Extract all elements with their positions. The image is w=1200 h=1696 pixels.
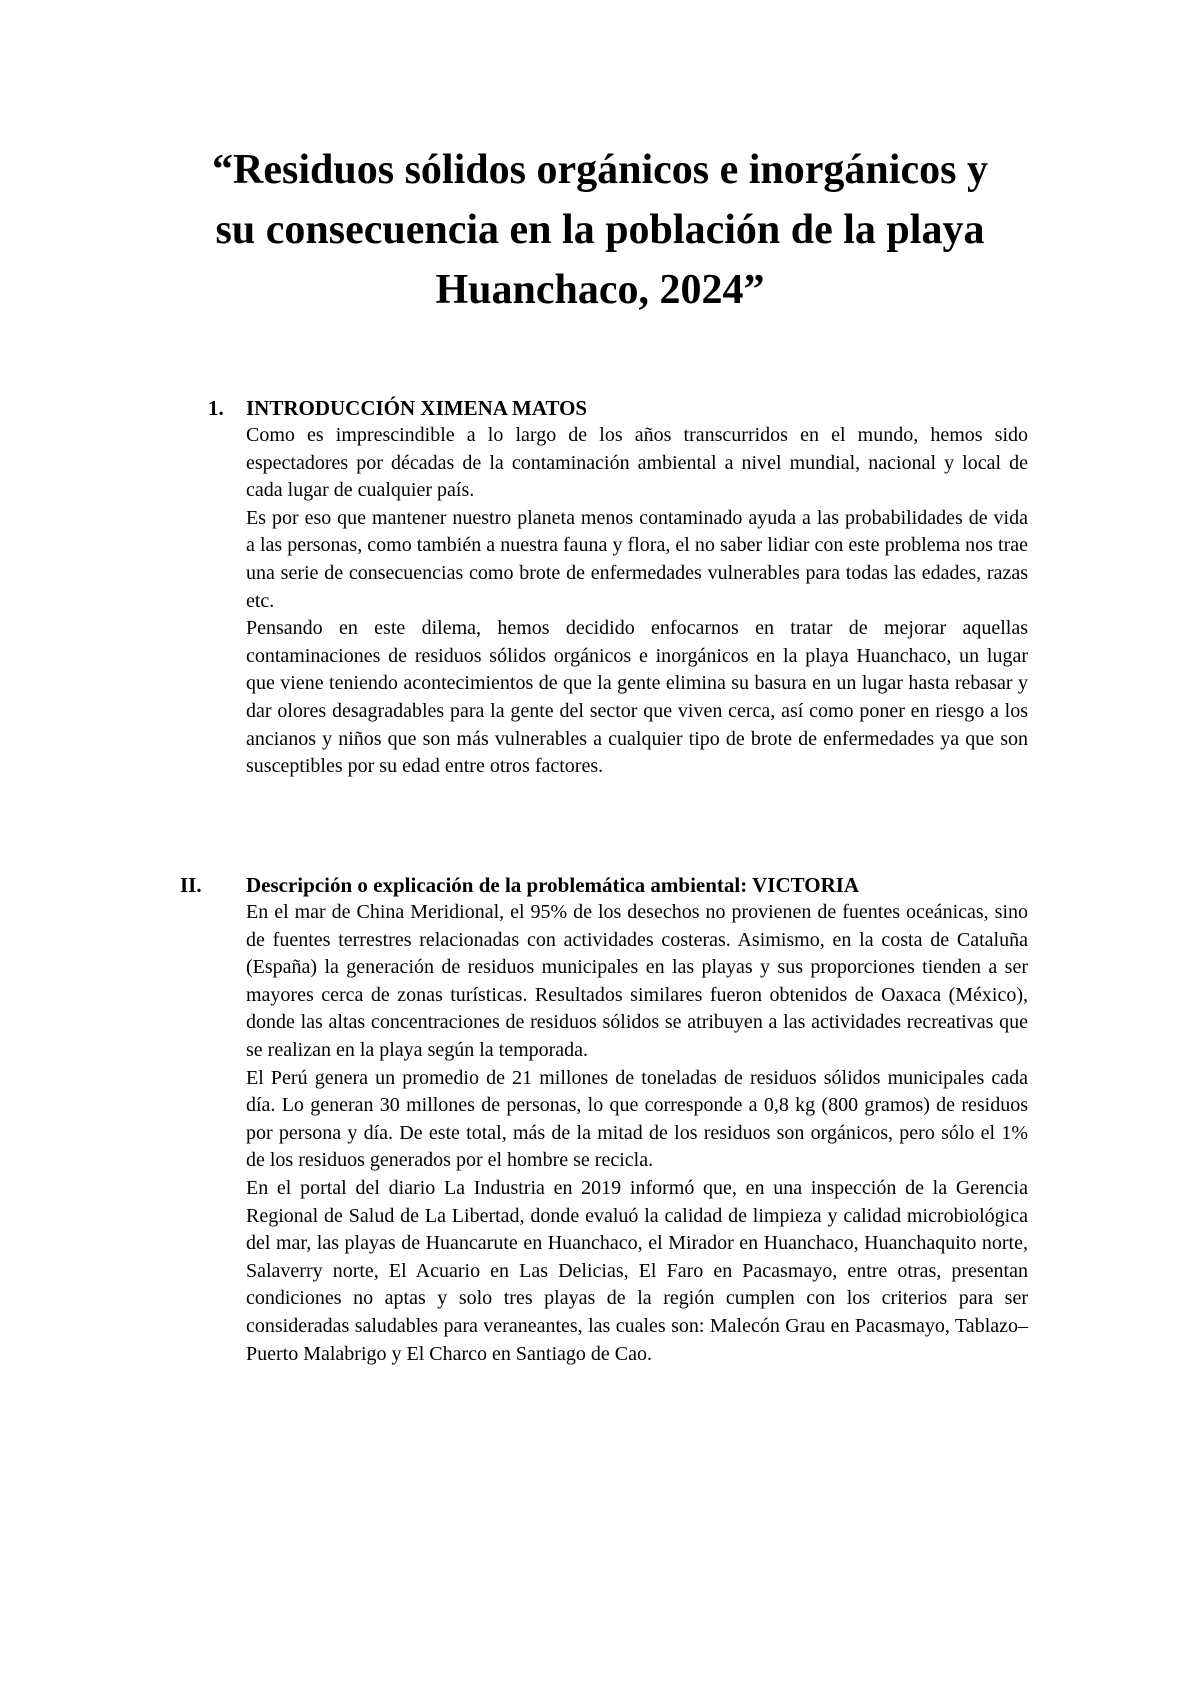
- section-heading-text: Descripción o explicación de la problemática ambiental: VICTORIA: [246, 873, 860, 897]
- paragraph: El Perú genera un promedio de 21 millones de toneladas de residuos sólidos municipales cada día. Lo generan 30 millones de personas, lo que corresponde a 0,8 kg (800 gramos) de residuos por persona y día. De este total, más de la mitad de los residuos son orgánicos, pero sólo el 1% de los residuos generados por el hombre se recicla.: [246, 1066, 1028, 1172]
- section-body: [246, 422, 1028, 781]
- section-heading-text: INTRODUCCIÓN XIMENA MATOS: [246, 396, 588, 420]
- paragraph: Pensando en este dilema, hemos decidido enfocarnos en tratar de mejorar aquellas contaminaciones de residuos sólidos orgánicos e inorgánicos en la playa Huanchaco, un lugar que viene teniendo acontecimientos de que la gente elimina su basura en un lugar hasta rebasar y dar olores desagradables para la gente del sector que viven cerca, así como poner en riesgo a los ancianos y niños que son más vulnerables a cualquier tipo de brote de enfermedades ya que son susceptibles por su edad entre otros factores.: [246, 617, 1028, 778]
- paragraph: Como es imprescindible a lo largo de los años transcurridos en el mundo, hemos sido espectadores por décadas de la contaminación ambiental a nivel mundial, nacional y local de cada lugar de cualquier país.: [246, 424, 1028, 502]
- section-number: 1.: [208, 396, 224, 420]
- section-number: II.: [180, 873, 202, 897]
- paragraph: En el portal del diario La Industria en 2019 informó que, en una inspección de la Gerencia Regional de Salud de La Libertad, donde evaluó la calidad de limpieza y calidad microbiológica del mar, las playas de Huancarute en Huanchaco, el Mirador en Huanchaco, Huanchaquito norte, Salaverry norte, El Acuario en Las Delicias, El Faro en Pacasmayo, entre otras, presentan condiciones no aptas y solo tres playas de la región cumplen con los criterios para ser consideradas saludables para veraneantes, las cuales son: Malecón Grau en Pacasmayo, Tablazo–Puerto Malabrigo y El Charco en Santiago de Cao.: [246, 1176, 1028, 1365]
- paragraph: Es por eso que mantener nuestro planeta menos contaminado ayuda a las probabilidades de vida a las personas, como también a nuestra fauna y flora, el no saber lidiar con este problema nos trae una serie de consecuencias como brote de enfermedades vulnerables para todas las edades, razas etc.: [246, 506, 1028, 612]
- document-title: “Residuos sólidos orgánicos e inorgánicos y su consecuencia en la población de la playa Huanchaco, 2024”: [212, 147, 988, 313]
- paragraph: En el mar de China Meridional, el 95% de los desechos no provienen de fuentes oceánicas, sino de fuentes terrestres relacionadas con actividades costeras. Asimismo, en la costa de Cataluña (España) la generación de residuos municipales en las playas y sus proporciones tienden a ser mayores cerca de zonas turísticas. Resultados similares fueron obtenidos de Oaxaca (México), donde las altas concentraciones de residuos sólidos se atribuyen a las actividades recreativas que se realizan en la playa según la temporada.: [246, 901, 1028, 1061]
- section-body: [246, 899, 1028, 1368]
